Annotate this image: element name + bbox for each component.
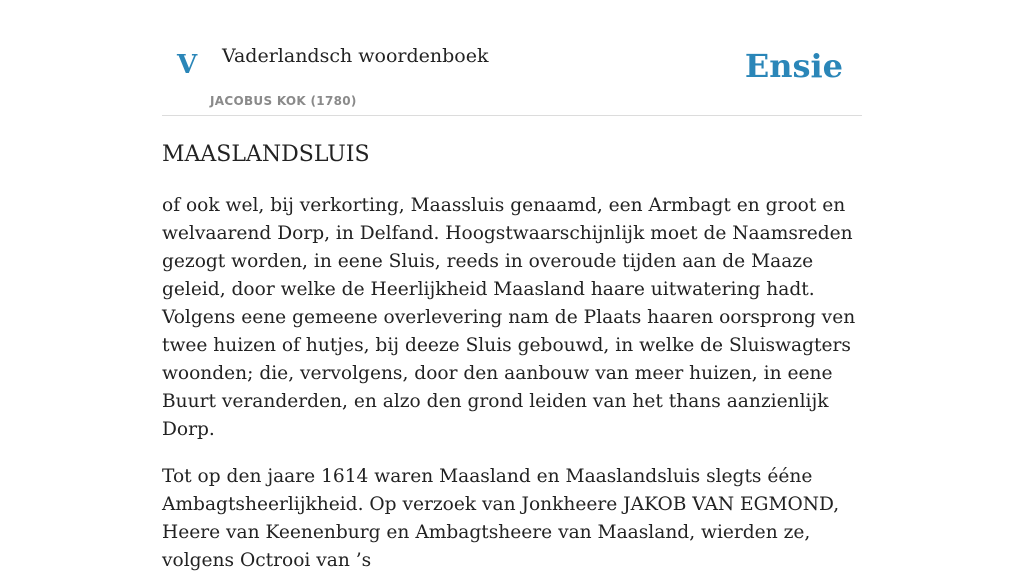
entry-paragraph: Tot op den jaare 1614 waren Maasland en Maaslandsluis slegts ééne Ambagtsheerlijkheid. Op verzoek van Jonkheere JAKOB VAN EGMOND, Heere van Keenenburg en Ambagtsheere van Maasland, wierden ze, volgens Octrooi van ’s (162, 466, 840, 571)
ensie-brand-logo[interactable]: Ensie (744, 47, 843, 85)
book-author: JACOBUS KOK (1780) (210, 94, 357, 108)
book-letter-logo[interactable]: V (177, 50, 198, 80)
entry-article (162, 140, 862, 575)
entry-title: MAASLANDSLUIS (162, 142, 370, 167)
site-header (162, 0, 862, 116)
book-title[interactable]: Vaderlandsch woordenboek (222, 45, 489, 67)
entry-paragraph: of ook wel, bij verkorting, Maassluis genaamd, een Armbagt en groot en welvaarend Dorp, in Delfand. Hoogstwaarschijnlijk moet de Naamsreden gezogt worden, in eene Sluis, reeds in overoude tijden aan de Maaze geleid, door welke de Heerlijkheid Maasland haare uitwatering hadt. Volgens eene gemeene overlevering nam de Plaats haaren oorsprong ven twee huizen of hutjes, bij deeze Sluis gebouwd, in welke de Sluiswagters woonden; die, vervolgens, door den aanbouw van meer huizen, in eene Buurt veranderden, en alzo den grond leiden van het thans aanzienlijk Dorp. (162, 195, 856, 440)
